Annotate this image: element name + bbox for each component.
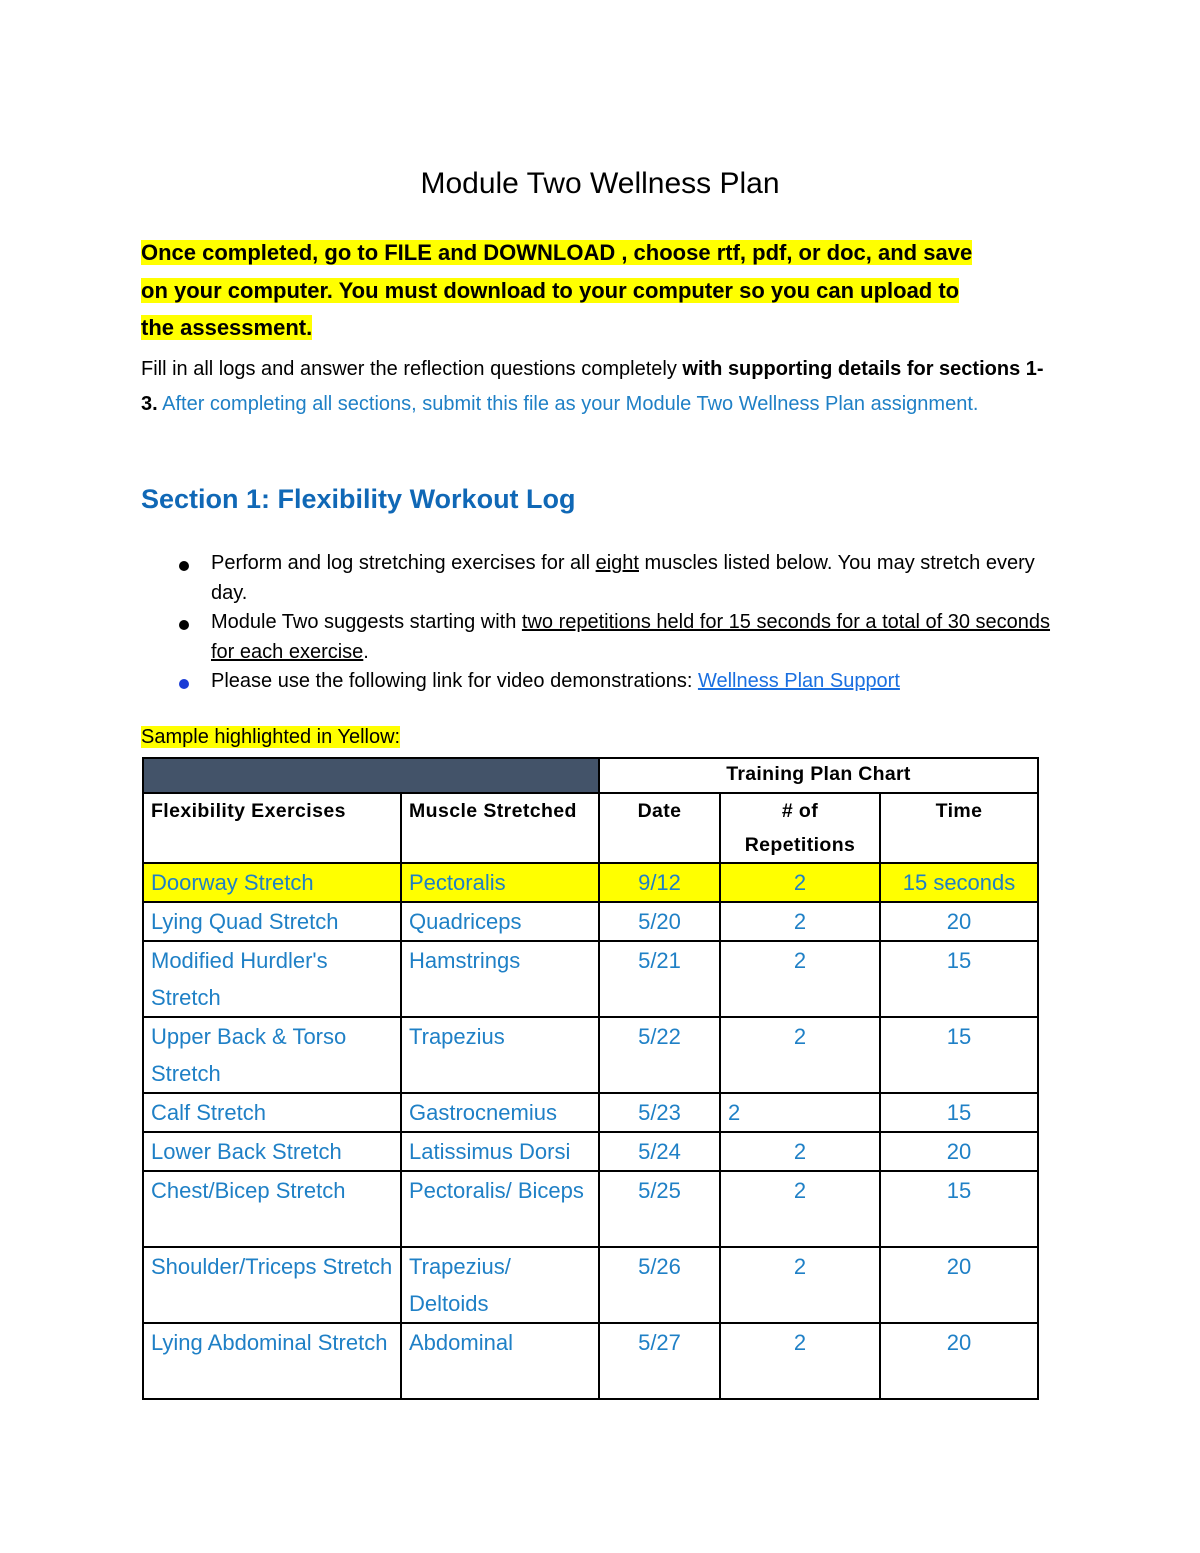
bullet-2-rest: .: [363, 640, 369, 663]
table-row: [143, 1171, 1038, 1247]
cell-date[interactable]: 5/21: [599, 941, 720, 1017]
bullet-3-text: Please use the following link for video demonstrations:: [211, 670, 698, 692]
instructions-line-1: Once completed, go to FILE and DOWNLOAD , choose rtf, pdf, or doc, and save: [141, 240, 973, 265]
intro-paragraph: [141, 352, 1051, 422]
table-row: [143, 1093, 1038, 1132]
cell-repetitions[interactable]: 2: [720, 1323, 880, 1399]
cell-muscle[interactable]: Trapezius/ Deltoids: [401, 1247, 599, 1323]
cell-time[interactable]: 20: [880, 1132, 1038, 1171]
table-row: [143, 1017, 1038, 1093]
training-plan-table: [142, 757, 1039, 1400]
instruction-bullets: [141, 549, 1051, 697]
cell-date[interactable]: 5/23: [599, 1093, 720, 1132]
bullet-1-underlined: eight: [595, 552, 639, 574]
cell-time[interactable]: 20: [880, 1247, 1038, 1323]
cell-time[interactable]: 20: [880, 1323, 1038, 1399]
cell-exercise[interactable]: Doorway Stretch: [143, 863, 401, 902]
table-row: [143, 1132, 1038, 1171]
intro-bold-text: with supporting details for sections 1-3.: [141, 358, 1044, 415]
cell-date[interactable]: 9/12: [599, 863, 720, 902]
cell-repetitions[interactable]: 2: [720, 1132, 880, 1171]
cell-exercise[interactable]: Lying Abdominal Stretch: [143, 1323, 401, 1399]
header-exercise: Flexibility Exercises: [143, 793, 401, 863]
cell-muscle[interactable]: Hamstrings: [401, 941, 599, 1017]
cell-date[interactable]: 5/24: [599, 1132, 720, 1171]
cell-muscle[interactable]: Gastrocnemius: [401, 1093, 599, 1132]
table-header-row: [143, 793, 1038, 863]
cell-exercise[interactable]: Shoulder/Triceps Stretch: [143, 1247, 401, 1323]
cell-time[interactable]: 15 seconds: [880, 863, 1038, 902]
wellness-plan-support-link[interactable]: Wellness Plan Support: [697, 670, 900, 692]
cell-muscle[interactable]: Quadriceps: [401, 902, 599, 941]
header-dark-cell: [143, 758, 599, 793]
cell-repetitions[interactable]: 2: [720, 1093, 880, 1132]
instructions-line-2: on your computer. You must download to your computer so you can upload to: [141, 277, 960, 303]
cell-time[interactable]: 15: [880, 941, 1038, 1017]
cell-date[interactable]: 5/20: [599, 902, 720, 941]
header-muscle: Muscle Stretched: [401, 793, 599, 863]
training-plan-chart-title: Training Plan Chart: [599, 758, 1038, 793]
cell-date[interactable]: 5/26: [599, 1247, 720, 1323]
bullet-1-text: Perform and log stretching exercises for all: [211, 552, 596, 574]
cell-repetitions[interactable]: 2: [720, 863, 880, 902]
table-row: [143, 941, 1038, 1017]
header-date: Date: [599, 793, 720, 863]
intro-plain-text: Fill in all logs and answer the reflection questions completely: [141, 358, 683, 380]
table-row: [143, 1323, 1038, 1399]
bullet-item: [141, 667, 1051, 697]
cell-repetitions[interactable]: 2: [720, 1017, 880, 1093]
bullet-item: [141, 549, 1051, 608]
sample-note: [141, 724, 400, 750]
table-row: [143, 1247, 1038, 1323]
cell-muscle[interactable]: Trapezius: [401, 1017, 599, 1093]
cell-exercise[interactable]: Calf Stretch: [143, 1093, 401, 1132]
table-title-row: [143, 758, 1038, 793]
intro-blue-text: After completing all sections, submit this file as your Module Two Wellness Plan assignment.: [157, 393, 979, 415]
bullet-1-rest: muscles listed below. You may stretch every day.: [211, 552, 1035, 604]
cell-date[interactable]: 5/22: [599, 1017, 720, 1093]
section-1-heading: Section 1: Flexibility Workout Log: [141, 484, 576, 514]
cell-exercise[interactable]: Lying Quad Stretch: [143, 902, 401, 941]
bullet-dot-icon: [179, 679, 189, 689]
cell-time[interactable]: 20: [880, 902, 1038, 941]
cell-repetitions[interactable]: 2: [720, 902, 880, 941]
cell-exercise[interactable]: Upper Back & Torso Stretch: [143, 1017, 401, 1093]
cell-time[interactable]: 15: [880, 1093, 1038, 1132]
instructions-line-3: the assessment.: [141, 315, 313, 340]
bullet-dot-icon: [179, 561, 189, 571]
cell-muscle[interactable]: Pectoralis/ Biceps: [401, 1171, 599, 1247]
cell-repetitions[interactable]: 2: [720, 1171, 880, 1247]
bullet-2-text: Module Two suggests starting with: [211, 611, 522, 633]
cell-exercise[interactable]: Chest/Bicep Stretch: [143, 1171, 401, 1247]
page-title: Module Two Wellness Plan: [420, 167, 780, 200]
cell-exercise[interactable]: Lower Back Stretch: [143, 1132, 401, 1171]
cell-date[interactable]: 5/27: [599, 1323, 720, 1399]
sample-note-text: Sample highlighted in Yellow:: [141, 726, 401, 748]
cell-muscle[interactable]: Abdominal: [401, 1323, 599, 1399]
header-repetitions: # of Repetitions: [720, 793, 880, 863]
cell-repetitions[interactable]: 2: [720, 941, 880, 1017]
download-instructions: [141, 234, 1051, 347]
cell-date[interactable]: 5/25: [599, 1171, 720, 1247]
bullet-dot-icon: [179, 620, 189, 630]
cell-muscle[interactable]: Pectoralis: [401, 863, 599, 902]
cell-time[interactable]: 15: [880, 1017, 1038, 1093]
cell-muscle[interactable]: Latissimus Dorsi: [401, 1132, 599, 1171]
header-time: Time: [880, 793, 1038, 863]
bullet-item: [141, 608, 1051, 667]
table-row: [143, 902, 1038, 941]
cell-repetitions[interactable]: 2: [720, 1247, 880, 1323]
sample-row: [143, 863, 1038, 902]
cell-exercise[interactable]: Modified Hurdler's Stretch: [143, 941, 401, 1017]
bullet-2-underlined: two repetitions held for 15 seconds for a total of 30 seconds for each exercise: [211, 611, 1051, 663]
cell-time[interactable]: 15: [880, 1171, 1038, 1247]
